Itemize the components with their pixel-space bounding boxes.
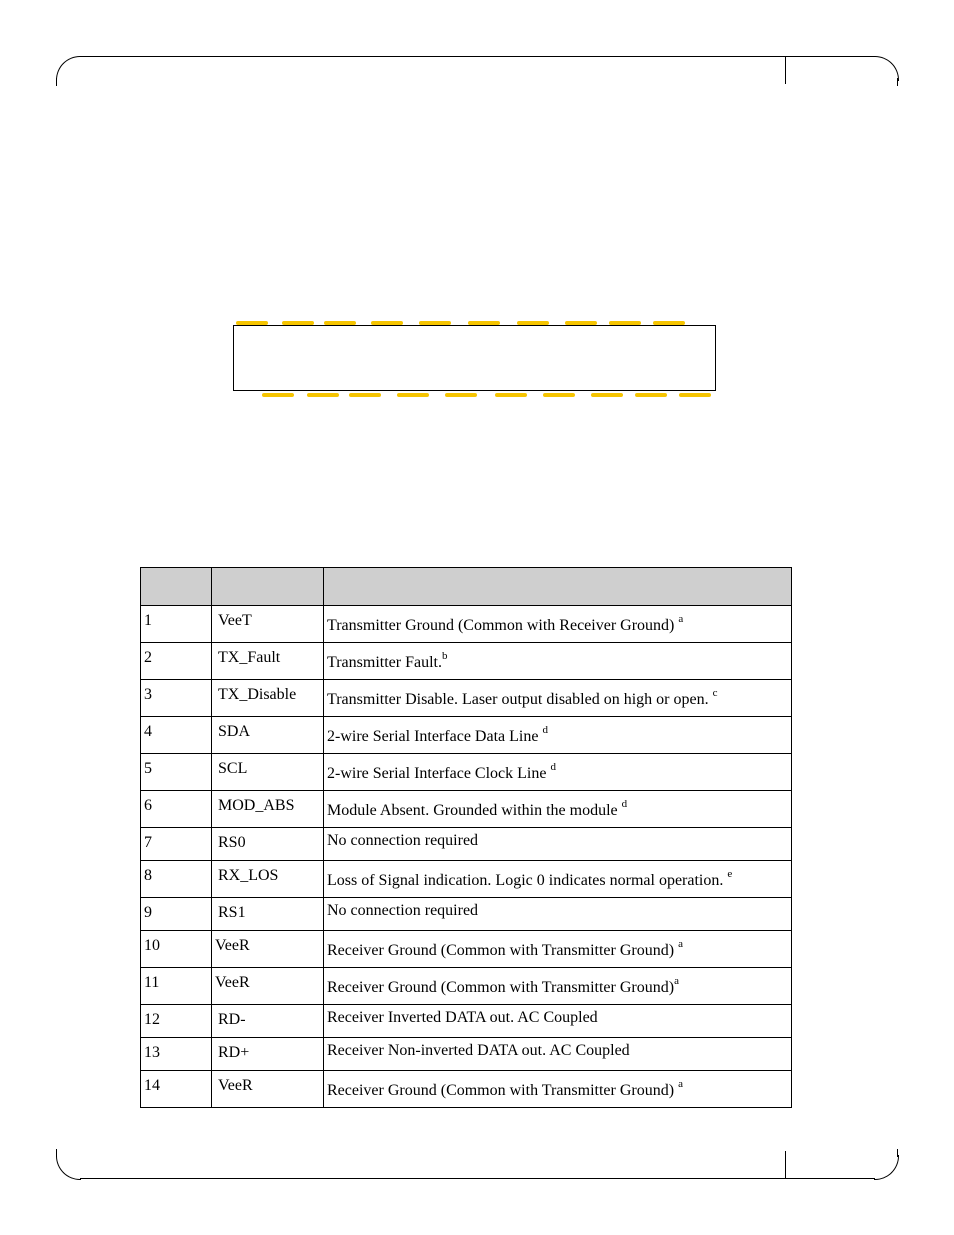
pin-number: 7 bbox=[141, 828, 212, 861]
pin-description-text: No connection required bbox=[327, 832, 479, 849]
pin-description bbox=[324, 861, 792, 898]
pin-description-text: Transmitter Disable. Laser output disabled on high or open. bbox=[327, 691, 713, 708]
pin-description bbox=[324, 898, 792, 931]
pin-symbol: MOD_ABS bbox=[212, 791, 324, 828]
connector-pad-bottom bbox=[262, 393, 294, 397]
frame-bottom-left-corner bbox=[56, 1155, 81, 1180]
pin-description-text: Receiver Inverted DATA out. AC Coupled bbox=[327, 1009, 598, 1026]
connector-body bbox=[233, 325, 716, 391]
pin-number: 6 bbox=[141, 791, 212, 828]
pin-description-text: Loss of Signal indication. Logic 0 indicates normal operation. bbox=[327, 872, 728, 889]
pin-description-text: Transmitter Fault. bbox=[327, 654, 442, 671]
table-row bbox=[141, 1071, 792, 1108]
table-row bbox=[141, 898, 792, 931]
frame-bottom-right-corner bbox=[874, 1155, 899, 1180]
pin-symbol: RS0 bbox=[212, 828, 324, 861]
pin-description bbox=[324, 606, 792, 643]
connector-pad-bottom bbox=[635, 393, 667, 397]
pin-description-text: Receiver Ground (Common with Transmitter Ground) bbox=[327, 1082, 679, 1099]
frame-top-divider bbox=[785, 56, 786, 84]
frame-bottom-divider bbox=[785, 1151, 786, 1179]
frame-bottom-left-edge bbox=[56, 1149, 57, 1157]
pin-number: 9 bbox=[141, 898, 212, 931]
pin-number: 5 bbox=[141, 754, 212, 791]
pin-description bbox=[324, 828, 792, 861]
footnote-marker: a bbox=[678, 1077, 683, 1090]
pin-symbol: SDA bbox=[212, 717, 324, 754]
pin-symbol: RX_LOS bbox=[212, 861, 324, 898]
pin-number: 1 bbox=[141, 606, 212, 643]
connector-pad-bottom bbox=[349, 393, 381, 397]
connector-pad-bottom bbox=[397, 393, 429, 397]
pin-description-text: Receiver Ground (Common with Transmitter Ground) bbox=[327, 942, 679, 959]
frame-top-left-corner bbox=[56, 56, 81, 81]
table-row bbox=[141, 643, 792, 680]
pin-symbol: VeeT bbox=[212, 606, 324, 643]
pin-description-table bbox=[140, 567, 792, 1108]
footnote-marker: b bbox=[441, 649, 448, 662]
footnote-marker: e bbox=[727, 867, 733, 880]
pin-description bbox=[324, 1005, 792, 1038]
header-pin-number bbox=[141, 568, 212, 606]
footnote-marker: a bbox=[674, 974, 679, 987]
connector-pad-bottom bbox=[445, 393, 477, 397]
pin-description bbox=[324, 643, 792, 680]
pin-description bbox=[324, 1071, 792, 1108]
connector-pad-bottom bbox=[591, 393, 623, 397]
frame-bottom-line bbox=[80, 1178, 875, 1179]
pin-description-text: Transmitter Ground (Common with Receiver Ground) bbox=[327, 617, 679, 634]
connector-pad-bottom bbox=[543, 393, 575, 397]
pin-number: 8 bbox=[141, 861, 212, 898]
pin-description bbox=[324, 931, 792, 968]
footnote-marker: d bbox=[550, 760, 556, 773]
connector-pad-bottom bbox=[495, 393, 527, 397]
pin-number: 11 bbox=[141, 968, 212, 1005]
table-row bbox=[141, 1005, 792, 1038]
pin-symbol: TX_Fault bbox=[212, 643, 324, 680]
pin-symbol: VeeR bbox=[212, 1071, 324, 1108]
table-row bbox=[141, 791, 792, 828]
table-row bbox=[141, 754, 792, 791]
pin-description bbox=[324, 754, 792, 791]
table-row bbox=[141, 968, 792, 1005]
table-row bbox=[141, 717, 792, 754]
frame-top-right-edge bbox=[897, 78, 898, 86]
pin-number: 10 bbox=[141, 931, 212, 968]
frame-top-line bbox=[80, 56, 875, 57]
table-row bbox=[141, 1038, 792, 1071]
pin-description bbox=[324, 791, 792, 828]
pin-description bbox=[324, 717, 792, 754]
table-row bbox=[141, 606, 792, 643]
pin-symbol: RS1 bbox=[212, 898, 324, 931]
pin-description-text: 2-wire Serial Interface Data Line bbox=[327, 728, 543, 745]
footnote-marker: d bbox=[621, 797, 628, 810]
pin-symbol: RD+ bbox=[212, 1038, 324, 1071]
footnote-marker: a bbox=[678, 612, 684, 625]
connector-pad-bottom bbox=[679, 393, 711, 397]
header-description bbox=[324, 568, 792, 606]
pin-description-text: Module Absent. Grounded within the module bbox=[327, 802, 622, 819]
pin-number: 4 bbox=[141, 717, 212, 754]
table-row bbox=[141, 828, 792, 861]
pin-description-text: Receiver Non-inverted DATA out. AC Coupled bbox=[327, 1042, 630, 1059]
connector-pad-bottom bbox=[307, 393, 339, 397]
pin-description-text: 2-wire Serial Interface Clock Line bbox=[327, 765, 551, 782]
table-row bbox=[141, 680, 792, 717]
pin-description bbox=[324, 1038, 792, 1071]
frame-top-right-corner bbox=[874, 56, 899, 81]
footnote-marker: c bbox=[712, 686, 718, 699]
pin-symbol: VeeR bbox=[212, 968, 324, 1005]
pin-number: 13 bbox=[141, 1038, 212, 1071]
pin-description bbox=[324, 968, 792, 1005]
pin-number: 3 bbox=[141, 680, 212, 717]
table-row bbox=[141, 861, 792, 898]
pin-description-text: Receiver Ground (Common with Transmitter Ground) bbox=[327, 979, 675, 996]
header-symbol bbox=[212, 568, 324, 606]
pin-description-text: No connection required bbox=[327, 902, 479, 919]
pin-symbol: TX_Disable bbox=[212, 680, 324, 717]
pin-number: 2 bbox=[141, 643, 212, 680]
frame-bottom-right-edge bbox=[897, 1149, 898, 1157]
pin-symbol: VeeR bbox=[212, 931, 324, 968]
footnote-marker: a bbox=[678, 937, 683, 950]
pin-symbol: RD- bbox=[212, 1005, 324, 1038]
pin-symbol: SCL bbox=[212, 754, 324, 791]
pin-number: 12 bbox=[141, 1005, 212, 1038]
table-row bbox=[141, 931, 792, 968]
pin-number: 14 bbox=[141, 1071, 212, 1108]
frame-top-left-edge bbox=[56, 78, 57, 86]
pin-description bbox=[324, 680, 792, 717]
footnote-marker: d bbox=[542, 723, 548, 736]
table-header-row bbox=[141, 568, 792, 606]
